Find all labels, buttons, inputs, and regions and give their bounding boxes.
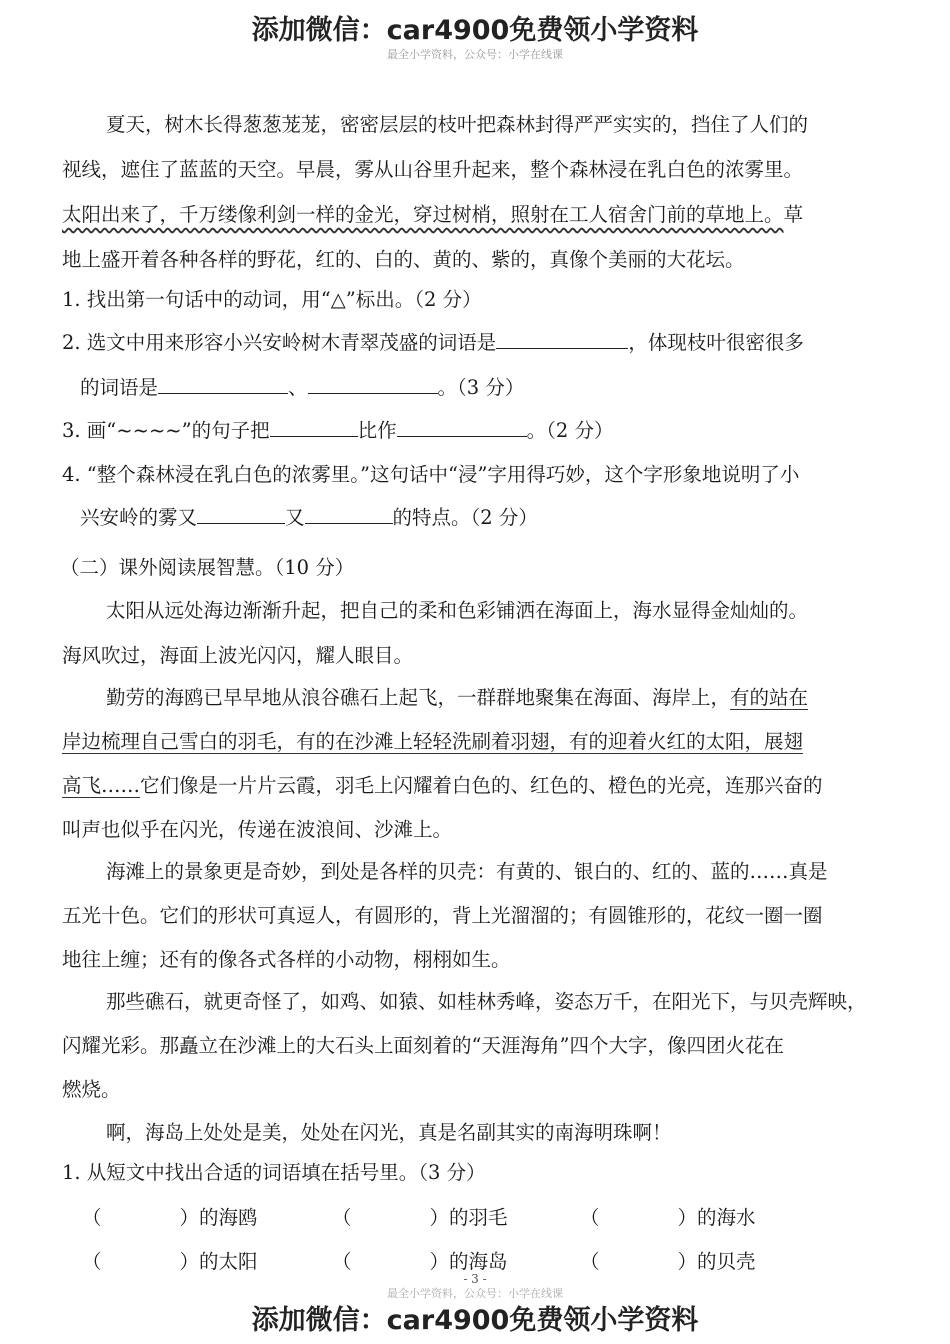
watermark-top: 添加微信：car4900免费领小学资料 [251,15,699,46]
fill-item-sun[interactable]: （ ）的太阳 [82,1250,258,1273]
passage1-line2: 视线，遮住了蓝蓝的天空。早晨，雾从山谷里升起来，整个森林浸在乳白色的浓雾里。 [62,158,804,181]
fill-item-shell[interactable]: （ ）的贝壳 [580,1250,756,1273]
question-2-cont [80,373,524,403]
question-4: 4. “整个森林浸在乳白色的浓雾里。”这句话中“浸”字用得巧妙，这个字形象地说明了小 [62,463,800,486]
passage1-line3-rest: 草 [783,203,804,226]
question-2-text-d: 、 [288,376,308,399]
section2-p4-line2: 闪耀光彩。那矗立在沙滩上的大石头上面刻着的“天涯海角”四个大字，像四团火花在 [62,1034,784,1057]
section2-p2-line1 [106,683,808,713]
answer-blank[interactable] [397,416,527,437]
underlined-text: 高飞…… [62,774,141,797]
fill-item-gull[interactable]: （ ）的海鸥 [82,1206,258,1229]
fill-item-seawater[interactable]: （ ）的海水 [580,1206,756,1229]
section2-p3-line3: 地往上缠；还有的像各式各样的小动物，栩栩如生。 [62,948,511,971]
section2-p5: 啊，海岛上处处是美，处处在闪光，真是名副其实的南海明珠啊！ [106,1121,672,1144]
question-4-text-d: 的特点。（2 分） [392,506,538,529]
header-faint-text: 最全小学资料，公众号：小学在线课 [387,48,563,61]
section2-p2-line2 [62,727,803,757]
page-number: - 3 - [463,1272,487,1286]
question-3-text-c: 。（2 分） [526,419,614,442]
question-2-text-e: 。（3 分） [437,376,525,399]
answer-blank[interactable] [305,503,393,524]
section2-p4-line3: 燃烧。 [62,1078,121,1101]
passage1-line1: 夏天，树木长得葱葱茏茏，密密层层的枝叶把森林封得严严实实的，挡住了人们的 [106,113,809,136]
section2-p2-line3 [62,771,823,801]
answer-blank[interactable] [158,373,288,394]
question-1: 1. 找出第一句话中的动词，用“△”标出。（2 分） [62,288,482,311]
wavy-underlined-sentence: 太阳出来了，千万缕像利剑一样的金光，穿过树梢，照射在工人宿舍门前的草地上。 [62,203,784,226]
question-2-text-b: ，体现枝叶很密很多 [628,331,804,354]
watermark-bottom: 添加微信：car4900免费领小学资料 [251,1305,699,1336]
section2-p1-line2: 海风吹过，海面上波光闪闪，耀人眼目。 [62,644,414,667]
question-2-text-a: 2. 选文中用来形容小兴安岭树木青翠茂盛的词语是 [62,331,497,354]
answer-blank[interactable] [270,416,358,437]
passage1-line4: 地上盛开着各种各样的野花，红的、白的、黄的、紫的，真像个美丽的大花坛。 [62,248,745,271]
section2-p2-line3-b: 它们像是一片片云霞，羽毛上闪耀着白色的、红色的、橙色的光亮，连那兴奋的 [140,774,823,797]
underlined-text: 有的站在 [730,686,809,709]
section2-p3-line1: 海滩上的景象更是奇妙，到处是各样的贝壳：有黄的、银白的、红的、蓝的……真是 [106,860,828,883]
section2-title: （二）课外阅读展智慧。（10 分） [60,556,355,579]
section2-p2-line4: 叫声也似乎在闪光，传递在波浪间、沙滩上。 [62,818,453,841]
question-3 [62,416,613,446]
question-3-text-b: 比作 [357,419,397,442]
answer-blank[interactable] [197,503,285,524]
underlined-text: 岸边梳理自己雪白的羽毛，有的在沙滩上轻轻洗刷着羽翅，有的迎着火红的太阳，展翅 [62,730,804,753]
footer-faint-text: 最全小学资料，公众号：小学在线课 [387,1287,563,1300]
section2-p1-line1: 太阳从远处海边渐渐升起，把自己的柔和色彩铺洒在海面上，海水显得金灿灿的。 [106,599,809,622]
question-4-text-c: 又 [285,506,305,529]
question-4-cont [80,503,538,533]
answer-blank[interactable] [308,373,438,394]
fill-item-feather[interactable]: （ ）的羽毛 [332,1206,508,1229]
answer-blank[interactable] [496,328,628,349]
fill-item-island[interactable]: （ ）的海岛 [332,1250,508,1273]
question-4-text-b: 兴安岭的雾又 [80,506,198,529]
section2-p4-line1: 那些礁石，就更奇怪了，如鸡、如猿、如桂林秀峰，姿态万千，在阳光下，与贝壳辉映， [106,990,867,1013]
question-2-text-c: 的词语是 [80,376,159,399]
question-2 [62,328,804,358]
section2-p2-line1-a: 勤劳的海鸥已早早地从浪谷礁石上起飞，一群群地聚集在海面、海岸上， [106,686,731,709]
section2-question-1: 1. 从短文中找出合适的词语填在括号里。（3 分） [62,1161,486,1184]
question-3-text-a: 3. 画“~~~~”的句子把 [62,419,270,442]
passage1-line3 [62,200,803,230]
section2-p3-line2: 五光十色。它们的形状可真逗人，有圆形的，背上光溜溜的；有圆锥形的，花纹一圈一圈 [62,904,823,927]
